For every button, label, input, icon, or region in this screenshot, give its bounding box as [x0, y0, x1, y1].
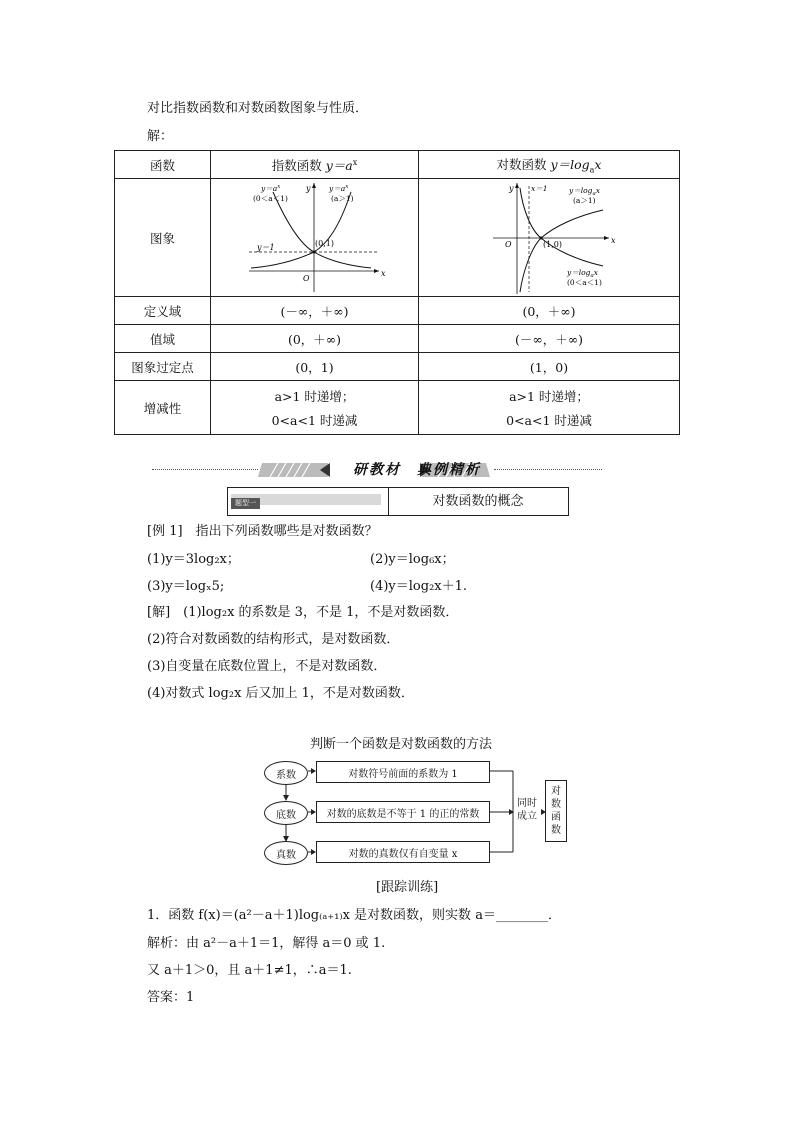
exp-domain: (－∞，＋∞): [211, 297, 419, 325]
banner-rule-right: [494, 469, 602, 470]
exp-graph: [211, 180, 418, 296]
example-question: 指出下列函数哪些是对数函数？: [195, 524, 378, 539]
exp-monotonicity-line1: a>1 时递增；: [274, 388, 355, 404]
flow-oval-argument: 真数: [264, 841, 308, 865]
header-log-formula: y＝log: [550, 156, 590, 172]
header-log: [419, 151, 680, 179]
example-label: [例 1]: [147, 524, 183, 539]
topic-title: 对数函数的概念: [432, 494, 524, 509]
row-label-domain: 定义域: [115, 297, 211, 325]
example-item-4: (4)y＝log₂x＋1.: [370, 579, 468, 594]
log-y-axis-label: y: [509, 183, 514, 193]
exp-left-condition: (0＜a＜1): [253, 193, 288, 203]
header-exp-formula: y＝a: [325, 157, 353, 173]
log-domain: (0，＋∞): [419, 297, 680, 325]
header-log-var: x: [594, 156, 602, 172]
log-point-label: (1,0): [543, 239, 562, 249]
exp-left-curve-label: $y=a^x$: [261, 183, 281, 193]
solution-line-2: (2)符合对数函数的结构形式，是对数函数．: [147, 632, 400, 647]
exp-asymptote-label: y＝1: [257, 242, 275, 252]
row-label-graph: 图象: [115, 179, 211, 297]
header-log-prefix: 对数函数: [496, 156, 551, 172]
row-label-monotonicity: 增减性: [115, 381, 211, 435]
log-up-condition: (a＞1): [573, 195, 596, 205]
log-range: (－∞，＋∞): [419, 325, 680, 353]
exp-range: (0，＋∞): [211, 325, 419, 353]
flow-title: 判断一个函数是对数函数的方法: [310, 737, 493, 752]
exp-y-axis-label: y: [306, 183, 311, 193]
flow-box-base: 对数的底数是不等于 1 的正的常数: [316, 801, 490, 823]
log-graph: [419, 180, 679, 296]
log-fixed-point: (1，0): [419, 353, 680, 381]
topic-tag-bar: [231, 494, 381, 505]
header-log-sub: a: [589, 165, 595, 175]
header-function: 函数: [115, 151, 211, 179]
section-banner: [152, 460, 602, 480]
row-label-range: 值域: [115, 325, 211, 353]
topic-box: [227, 487, 569, 516]
example-item-3: (3)y＝logₓ5;: [147, 579, 225, 594]
example-item-1: (1)y＝3log₂x；: [147, 552, 240, 567]
log-monotonicity: [419, 381, 680, 435]
exp-x-axis-label: x: [381, 268, 386, 278]
log-monotonicity-line2: 0<a<1 时递减: [506, 412, 592, 428]
practice-heading: [跟踪训练]: [376, 880, 439, 895]
row-label-fixed-point: 图象过定点: [115, 353, 211, 381]
log-origin-label: O: [505, 239, 512, 249]
example-item-2: (2)y＝log₆x；: [370, 552, 455, 567]
practice-answer: 答案：1: [147, 990, 195, 1005]
exp-point-label: (0,1): [315, 238, 334, 248]
header-exp-prefix: 指数函数: [271, 157, 326, 173]
practice-analysis-2: 又 a＋1＞0，且 a＋1≠1，∴a＝1.: [147, 963, 352, 978]
comparison-table: [114, 150, 680, 435]
answer-label: 解：: [147, 129, 174, 144]
log-down-condition: (0＜a＜1): [567, 277, 602, 287]
exp-origin-label: O: [303, 273, 310, 283]
flow-result: 对数函数: [545, 780, 567, 842]
exp-fixed-point: (0，1): [211, 353, 419, 381]
flow-box-coefficient: 对数符号前面的系数为 1: [316, 761, 490, 783]
topic-tag: 题型一: [231, 498, 260, 509]
solution-line-3: (3)自变量在底数位置上，不是对数函数．: [147, 659, 387, 674]
banner-rule-left: [152, 469, 258, 470]
exp-right-condition: (a＞1): [331, 193, 354, 203]
log-up-curve-label: $y=\log_ax$: [569, 185, 600, 197]
example-line: [147, 520, 378, 539]
log-down-curve-label: $y=\log_ax$: [567, 267, 598, 279]
solution-line-1: [解] (1)log₂x 的系数是 3，不是 1，不是对数函数．: [147, 605, 459, 620]
log-graph-cell: [419, 179, 680, 297]
banner-title: 研教材 典例精析: [353, 462, 481, 478]
practice-analysis: 解析：由 a²－a＋1＝1，解得 a＝0 或 1.: [147, 936, 386, 951]
header-exp: [211, 151, 419, 179]
solution-line-4: (4)对数式 log₂x 后又加上 1，不是对数函数．: [147, 686, 414, 701]
flow-oval-base: 底数: [264, 801, 308, 825]
exp-monotonicity: [211, 381, 419, 435]
exp-monotonicity-line2: 0<a<1 时递减: [271, 412, 358, 428]
intro-title: 对比指数函数和对数函数图象与性质．: [147, 101, 369, 116]
practice-question: 1．函数 f(x)＝(a²－a＋1)log₍ₐ₊₁₎x 是对数函数，则实数 a＝________．: [147, 908, 561, 923]
log-line-label: x＝1: [531, 183, 548, 193]
log-x-axis-label: x: [611, 235, 616, 245]
exp-graph-cell: [211, 179, 419, 297]
flow-merge-label: 同时成立: [517, 798, 537, 822]
header-exp-sup: x: [352, 157, 358, 167]
flow-box-argument: 对数的真数仅有自变量 x: [316, 841, 490, 863]
flow-oval-coefficient: 系数: [264, 761, 308, 785]
exp-right-curve-label: $y=a^x$: [329, 183, 349, 193]
log-monotonicity-line1: a>1 时递增；: [509, 388, 589, 404]
